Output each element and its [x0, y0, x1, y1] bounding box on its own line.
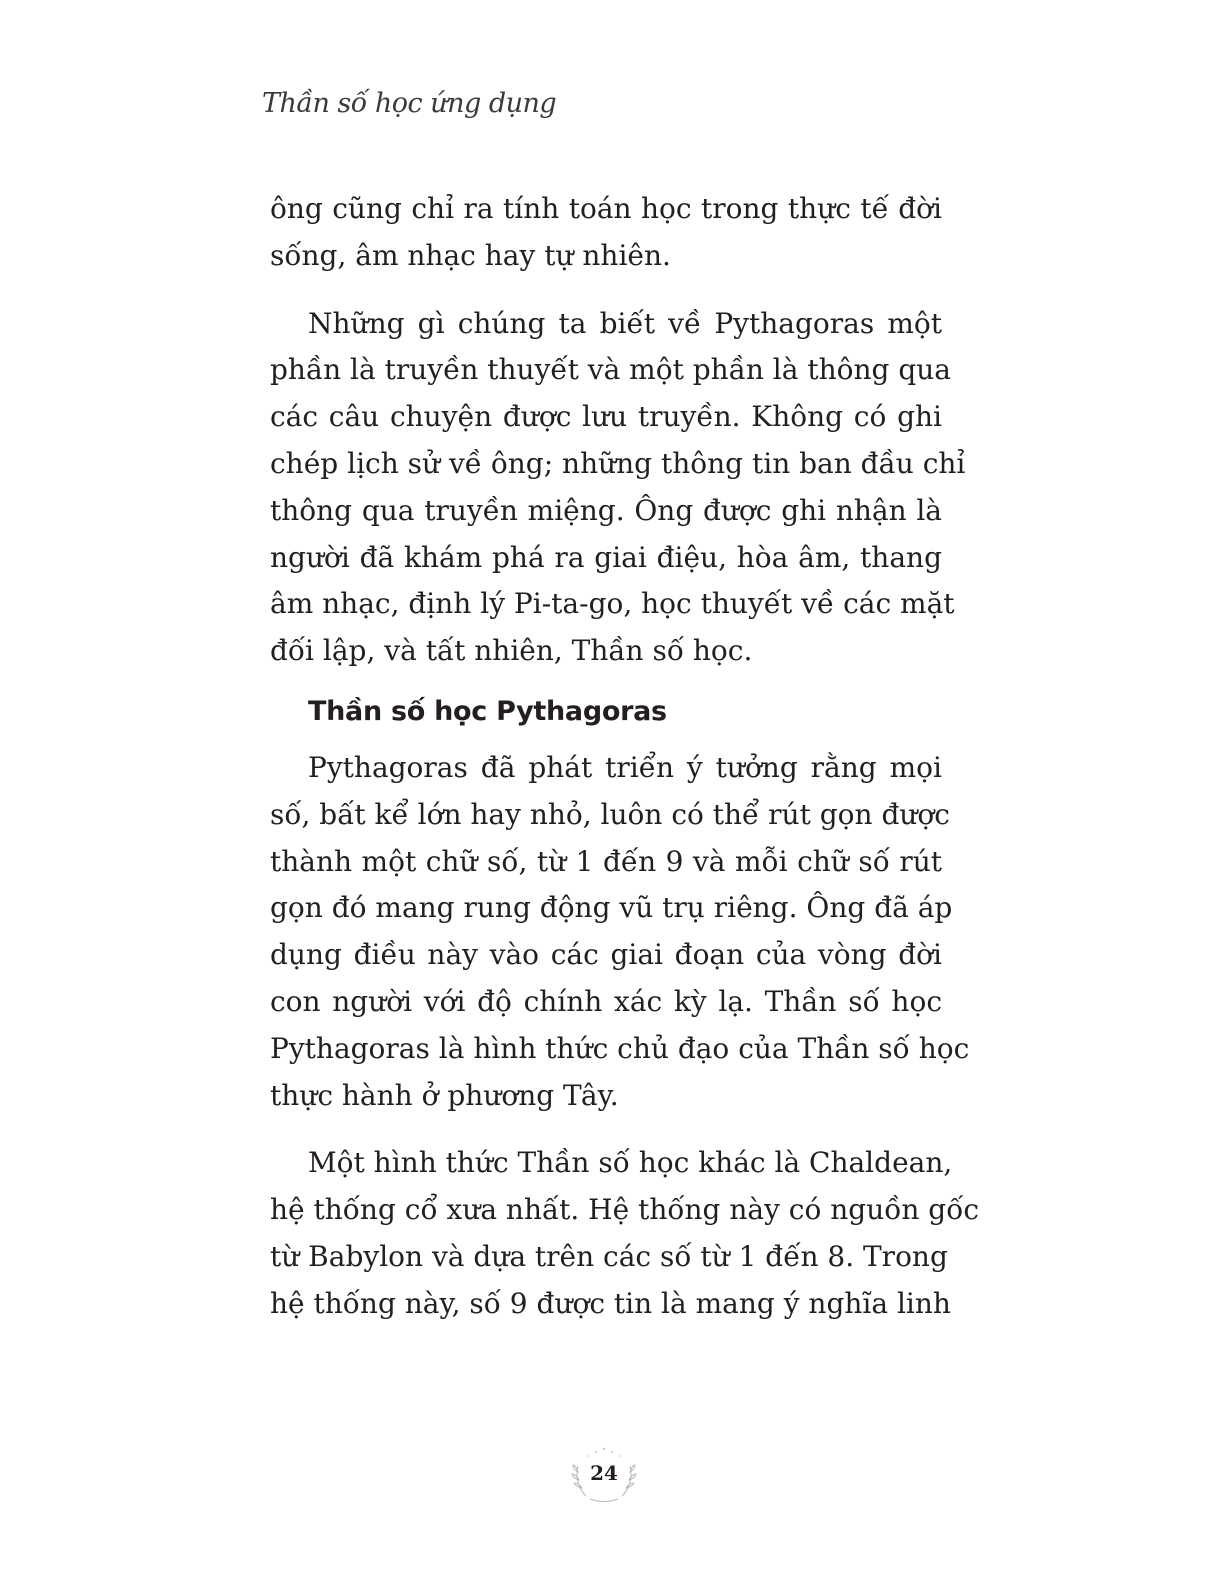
- paragraph-3: [270, 745, 970, 1119]
- running-head: Thần số học ứng dụng: [262, 88, 557, 119]
- text-line: con người với độ chính xác kỳ lạ. Thần số học: [270, 984, 942, 1018]
- page-body: [270, 186, 980, 1328]
- text-line: chép lịch sử về ông; những thông tin ban đầu chỉ: [270, 446, 966, 480]
- text-line: gọn đó mang rung động vũ trụ riêng. Ông đã áp: [270, 891, 953, 925]
- text-line: hệ thống này, số 9 được tin là mang ý nghĩa linh: [270, 1286, 951, 1320]
- text-line: dụng điều này vào các giai đoạn của vòng đời: [270, 938, 942, 972]
- text-line: ông cũng chỉ ra tính toán học trong thực tế đời: [270, 192, 942, 225]
- page-number-ornament: [566, 1444, 642, 1506]
- text-line: các câu chuyện được lưu truyền. Không có ghi: [270, 400, 942, 434]
- text-line: từ Babylon và dựa trên các số từ 1 đến 8. Trong: [270, 1239, 948, 1273]
- paragraph-4: [270, 1140, 980, 1327]
- text-line: Những gì chúng ta biết về Pythagoras một: [308, 306, 942, 340]
- text-line: Một hình thức Thần số học khác là Chaldean,: [308, 1146, 953, 1180]
- text-line: phần là truyền thuyết và một phần là thông qua: [270, 353, 951, 387]
- text-line: Pythagoras đã phát triển ý tưởng rằng mọi: [308, 750, 942, 784]
- text-line: đối lập, và tất nhiên, Thần số học.: [270, 634, 753, 668]
- text-line: người đã khám phá ra giai điệu, hòa âm, thang: [270, 540, 942, 574]
- text-line: hệ thống cổ xưa nhất. Hệ thống này có nguồn gốc: [270, 1193, 980, 1227]
- paragraph-1: [270, 186, 942, 280]
- text-line: thông qua truyền miệng. Ông được ghi nhận là: [270, 493, 942, 527]
- text-line: thành một chữ số, từ 1 đến 9 và mỗi chữ số rút: [270, 844, 942, 878]
- section-heading: Thần số học Pythagoras: [308, 695, 667, 727]
- text-line: Pythagoras là hình thức chủ đạo của Thần số học: [270, 1031, 970, 1065]
- paragraph-2: [270, 301, 966, 675]
- text-line: số, bất kể lớn hay nhỏ, luôn có thể rút gọn được: [270, 797, 950, 831]
- page-number: 24: [590, 1461, 618, 1485]
- text-line: âm nhạc, định lý Pi-ta-go, học thuyết về các mặt: [270, 587, 955, 621]
- text-line: thực hành ở phương Tây.: [270, 1078, 619, 1112]
- text-line: sống, âm nhạc hay tự nhiên.: [270, 238, 671, 272]
